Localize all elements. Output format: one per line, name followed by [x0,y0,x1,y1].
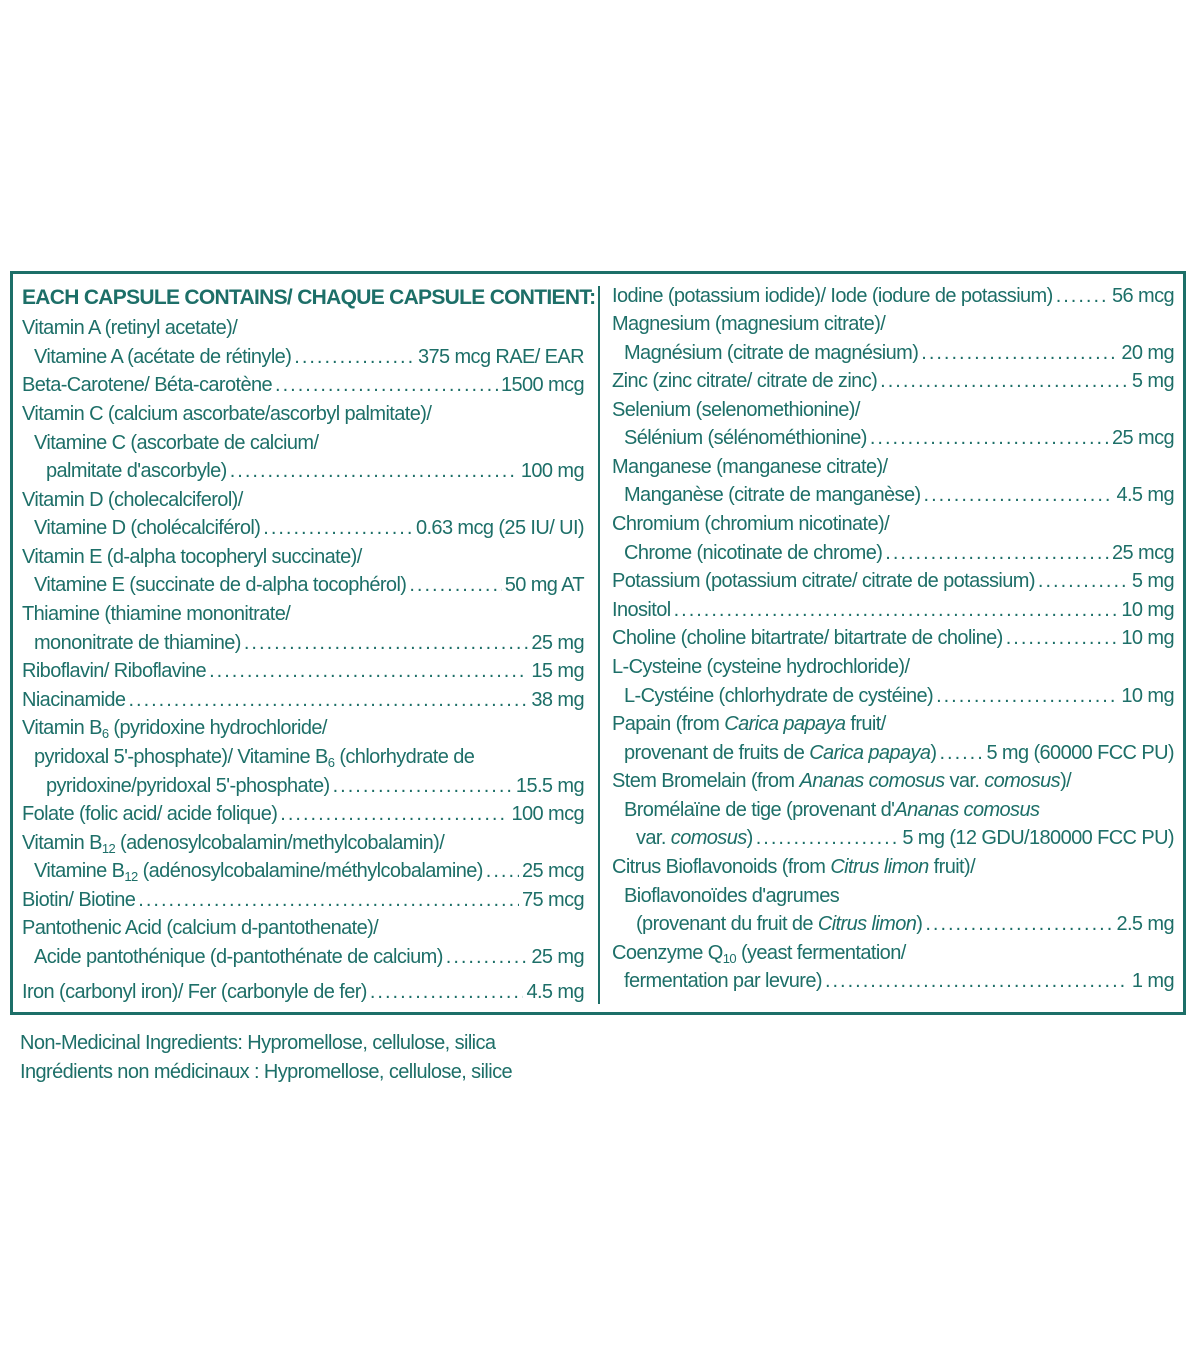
ingredient-line: Chrome (nicotinate de chrome) ..... 25 mcg [612,539,1174,567]
ingredient-line: Vitamin E (d-alpha tocopheryl succinate)/ [22,546,362,568]
ingredient-line: pyridoxal 5'-phosphate)/ Vitamine $B_6$ (chlorhydrate de [34,746,475,770]
ingredient-line: Chromium (chromium nicotinate)/ [612,513,890,535]
ingredient-line: Vitamin $B_{12}$ (adenosylcobalamin/methylcobalamin)/ [22,832,445,856]
ingredient-line: Vitamine C (ascorbate de calcium/ [34,432,319,454]
ingredient-line: Vitamine $B_{12}$ (adénosylcobalamine/méthylcobalamine) ..... 25 mcg [22,857,584,885]
ingredient-line: Magnesium (magnesium citrate)/ [612,313,886,335]
ingredient-line: Papain (from Carica papaya fruit/ [612,713,886,735]
ingredient-line: Biotin/ Biotine ..... 75 mcg [22,886,584,914]
ingredient-line: L-Cystéine (chlorhydrate de cystéine) ..... 10 mg [612,682,1174,710]
column-divider [598,286,600,1004]
ingredient-line: Bioflavonoïdes d'agrumes [624,885,840,907]
non-medicinal-ingredients-en: Non-Medicinal Ingredients: Hypromellose, cellulose, silica [20,1032,496,1054]
ingredient-line: Stem Bromelain (from Ananas comosus var. comosus)/ [612,770,1072,792]
ingredient-line: Acide pantothénique (d-pantothénate de calcium) ..... 25 mg [22,943,584,971]
ingredient-line: Sélénium (sélénométhionine) ..... 25 mcg [612,424,1174,452]
ingredient-line: fermentation par levure) ..... 1 mg [612,967,1174,995]
ingredient-line: Selenium (selenomethionine)/ [612,399,860,421]
ingredient-line: pyridoxine/pyridoxal 5'-phosphate) ..... 15.5 mg [22,772,584,800]
ingredient-line: Vitamin A (retinyl acetate)/ [22,317,238,339]
ingredient-line: Choline (choline bitartrate/ bitartrate de choline) ..... 10 mg [612,624,1174,652]
ingredient-line: Beta-Carotene/ Béta-carotène ..... 1500 mcg [22,371,584,399]
ingredient-line: Vitamine D (cholécalciférol) ..... 0.63 mcg (25 IU/ UI) [22,514,584,542]
ingredient-line: Citrus Bioflavonoids (from Citrus limon fruit)/ [612,856,976,878]
ingredient-line: Coenzyme $Q_{10}$ (yeast fermentation/ [612,942,906,966]
ingredient-line: mononitrate de thiamine) ..... 25 mg [22,629,584,657]
ingredient-line: Zinc (zinc citrate/ citrate de zinc) ..... 5 mg [612,367,1174,395]
ingredient-line: Potassium (potassium citrate/ citrate de potassium) ..... 5 mg [612,567,1174,595]
ingredient-line: Vitamin C (calcium ascorbate/ascorbyl palmitate)/ [22,403,432,425]
ingredient-line: Pantothenic Acid (calcium d-pantothenate)/ [22,917,379,939]
ingredient-line: Magnésium (citrate de magnésium) ..... 20 mg [612,339,1174,367]
ingredient-line: Bromélaïne de tige (provenant d'Ananas comosus [624,799,1040,821]
ingredient-line: Manganese (manganese citrate)/ [612,456,888,478]
panel-heading: EACH CAPSULE CONTAINS/ CHAQUE CAPSULE CONTIENT: [22,286,596,309]
ingredient-line: Riboflavin/ Riboflavine ..... 15 mg [22,657,584,685]
ingredient-line: Iron (carbonyl iron)/ Fer (carbonyle de fer) ..... 4.5 mg [22,978,584,1006]
ingredient-line: Niacinamide ..... 38 mg [22,686,584,714]
ingredient-line: Thiamine (thiamine mononitrate/ [22,603,291,625]
ingredient-line: provenant de fruits de Carica papaya) ..... 5 mg (60000 FCC PU) [612,739,1174,767]
ingredient-line: Iodine (potassium iodide)/ Iode (iodure de potassium) ..... 56 mcg [612,282,1174,310]
ingredient-line: palmitate d'ascorbyle) ..... 100 mg [22,457,584,485]
ingredient-line: var. comosus) ..... 5 mg (12 GDU/180000 FCC PU) [612,824,1174,852]
ingredient-line: Folate (folic acid/ acide folique) ..... 100 mcg [22,800,584,828]
non-medicinal-ingredients-fr: Ingrédients non médicinaux : Hypromellose, cellulose, silice [20,1061,513,1083]
ingredient-line: Manganèse (citrate de manganèse) ..... 4.5 mg [612,481,1174,509]
ingredient-line: (provenant du fruit de Citrus limon) ..... 2.5 mg [612,910,1174,938]
ingredient-line: Vitamine A (acétate de rétinyle) ..... 375 mcg RAE/ EAR [22,343,584,371]
ingredient-line: L-Cysteine (cysteine hydrochloride)/ [612,656,910,678]
ingredient-line: Vitamin $B_6$ (pyridoxine hydrochloride/ [22,717,327,741]
ingredient-line: Inositol ..... 10 mg [612,596,1174,624]
ingredient-line: Vitamin D (cholecalciferol)/ [22,489,243,511]
ingredient-line: Vitamine E (succinate de d-alpha tocophérol) ..... 50 mg AT [22,571,584,599]
